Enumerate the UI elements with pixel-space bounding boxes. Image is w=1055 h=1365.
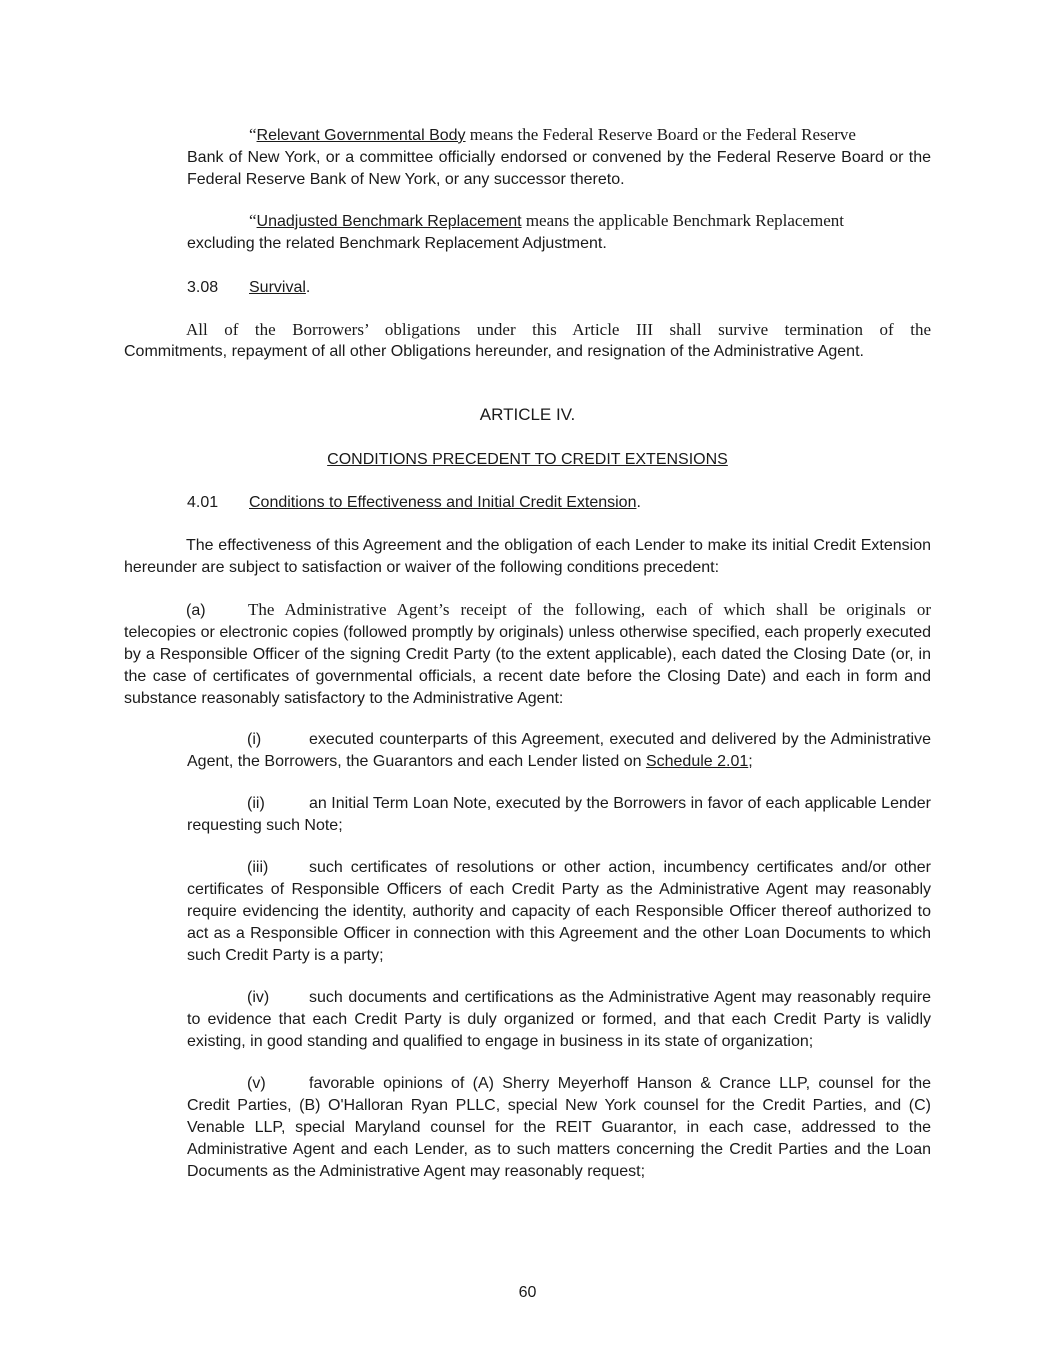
item-text-end: ; xyxy=(748,753,753,770)
definition-text-serif: means the Federal Reserve Board or the Federal Reserve xyxy=(465,125,856,144)
clause-label: (a) xyxy=(186,602,206,619)
item-text: executed counterparts of this Agreement, executed and delivered by the Administrative Agent, the Borrowers, the Guarantors and each Lender listed on xyxy=(187,731,931,770)
clause-a-text-serif: The Administrative Agent’s receipt of the following, each of which shall be originals or xyxy=(248,600,931,619)
section-number: 4.01 xyxy=(187,494,219,511)
item-label: (i) xyxy=(247,731,262,748)
list-item xyxy=(187,1073,931,1183)
definition-relevant-governmental-body xyxy=(187,124,931,191)
section-title: Survival xyxy=(249,279,306,296)
section-heading-3-08 xyxy=(187,277,310,299)
item-text: such certificates of resolutions or other action, incumbency certificates and/or other certificates of Responsible Officers of each Credit Party as the Administrative Agent may reasonably require evidencing the identity, authority and capacity of each Responsible Officer thereof authorized to act as a Responsible Officer in connection with this Agreement and the other Loan Documents to which such Credit Party is a party; xyxy=(187,859,931,964)
section-title-period: . xyxy=(636,494,641,511)
definition-text: excluding the related Benchmark Replacement Adjustment. xyxy=(187,235,607,252)
list-item xyxy=(187,987,931,1053)
item-text: such documents and certifications as the Administrative Agent may reasonably require to evidence that each Credit Party is duly organized or formed, and that each Credit Party is validly existing, in good standing and qualified to engage in business in its state of organization; xyxy=(187,989,931,1050)
list-item xyxy=(187,793,931,837)
article-subtitle xyxy=(0,449,1055,471)
article-subtitle-text: CONDITIONS PRECEDENT TO CREDIT EXTENSIONS xyxy=(327,451,728,468)
defined-term: Unadjusted Benchmark Replacement xyxy=(256,213,522,230)
list-item xyxy=(187,857,931,967)
clause-a-first-line xyxy=(124,599,931,622)
definition-text: Bank of New York, or a committee officially endorsed or convened by the Federal Reserve Board or the Federal Reserve Bank of New York, or any successor thereto. xyxy=(187,149,931,188)
definition-unadjusted-benchmark-replacement xyxy=(187,210,931,255)
item-text: favorable opinions of (A) Sherry Meyerhoff Hanson & Crance LLP, counsel for the Credit Parties, (B) O'Halloran Ryan PLLC, special New York counsel for the Credit Parties, and (C) Venable LLP, special Maryland counsel for the REIT Guarantor, in each case, addressed to the Administrative Agent and each Lender, as to such matters concerning the Credit Parties and the Loan Documents as the Administrative Agent may reasonably request; xyxy=(187,1075,931,1180)
section-title: Conditions to Effectiveness and Initial Credit Extension xyxy=(249,494,637,511)
list-item xyxy=(187,729,931,773)
item-text: an Initial Term Loan Note, executed by the Borrowers in favor of each applicable Lender requesting such Note; xyxy=(187,795,931,834)
item-label: (iii) xyxy=(247,859,269,876)
paragraph-text: Commitments, repayment of all other Obligations hereunder, and resignation of the Administrative Agent. xyxy=(124,343,864,360)
definition-text-serif: means the applicable Benchmark Replacement xyxy=(521,211,844,230)
schedule-reference: Schedule 2.01 xyxy=(645,753,749,770)
open-quote: “ xyxy=(249,211,257,230)
article-heading: ARTICLE IV. xyxy=(479,405,576,424)
clause-a-text: telecopies or electronic copies (followed promptly by originals) unless otherwise specified, each properly executed by a Responsible Officer of the signing Credit Party (to the extent applicable), each dated the Closing Date (or, in the case of certificates of governmental officials, a recent date before the Closing Date) and each in form and substance reasonably satisfactory to the Administrative Agent: xyxy=(124,624,931,707)
section-3-08-paragraph xyxy=(124,319,931,363)
item-label: (v) xyxy=(247,1075,266,1092)
defined-term: Relevant Governmental Body xyxy=(256,127,466,144)
item-label: (ii) xyxy=(247,795,265,812)
section-heading-4-01 xyxy=(187,492,641,514)
clause-a xyxy=(124,599,931,710)
section-title-period: . xyxy=(305,279,311,296)
item-label: (iv) xyxy=(247,989,270,1006)
open-quote: “ xyxy=(249,125,257,144)
section-number: 3.08 xyxy=(187,279,219,296)
page-number: 60 xyxy=(518,1284,537,1301)
paragraph-line-serif: All of the Borrowers’ obligations under this Article III shall survive termination of the xyxy=(186,320,931,339)
section-4-01-intro: The effectiveness of this Agreement and the obligation of each Lender to make its initial Credit Extension hereunder are subject to satisfaction or waiver of the following conditions precedent: xyxy=(124,537,931,576)
